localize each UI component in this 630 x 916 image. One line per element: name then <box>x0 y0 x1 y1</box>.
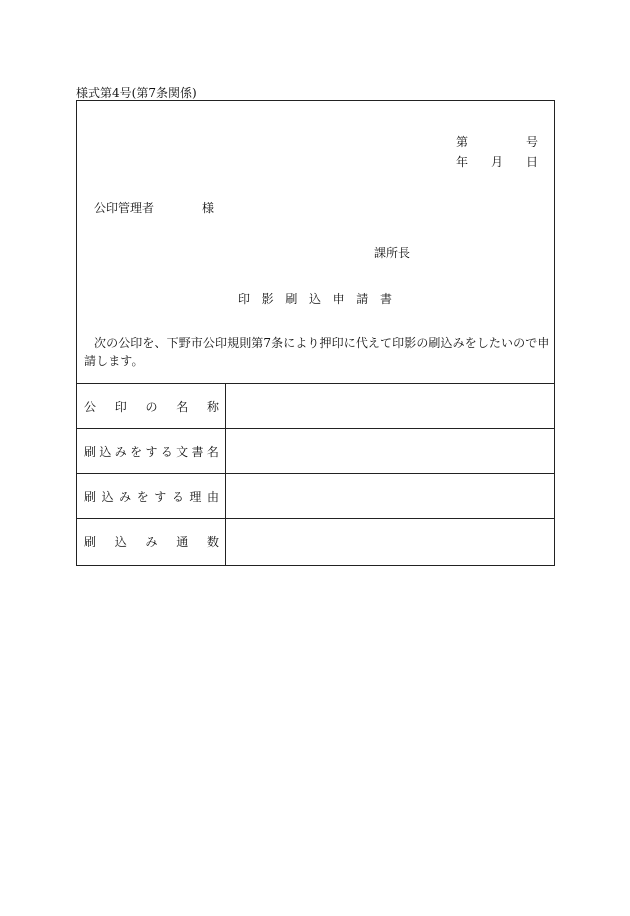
label-char: を <box>130 444 143 459</box>
title-char: 書 <box>379 292 392 306</box>
table-row <box>76 384 555 429</box>
label-char: す <box>145 444 158 459</box>
document-title <box>238 290 392 307</box>
label-char: 理 <box>189 489 202 504</box>
label-char: 名 <box>176 399 189 414</box>
label-char: 文 <box>176 444 189 459</box>
row-label-document-name <box>76 429 226 474</box>
label-char: る <box>160 444 173 459</box>
addressee-name: 公印管理者 <box>94 201 155 215</box>
application-body-text: 次の公印を、下野市公印規則第7条により押印に代えて印影の刷込みをしたいので申請します。 <box>84 336 550 368</box>
dai-label: 第 <box>456 135 469 149</box>
addressee-honorific: 様 <box>202 201 215 215</box>
label-char: 名 <box>206 444 219 459</box>
label-char: 称 <box>206 399 219 414</box>
table-row <box>76 474 555 519</box>
table-row <box>76 519 555 565</box>
copies-field[interactable] <box>226 519 556 565</box>
row-label-copies <box>76 519 226 565</box>
label-char: 由 <box>206 489 219 504</box>
seal-name-field[interactable] <box>226 384 556 429</box>
label-char: み <box>119 489 132 504</box>
title-char: 申 <box>332 292 345 306</box>
month-label: 月 <box>490 155 503 169</box>
reason-field[interactable] <box>226 474 556 519</box>
label-char: 数 <box>206 535 219 550</box>
label-char: る <box>171 489 184 504</box>
document-name-field[interactable] <box>226 429 556 474</box>
application-table <box>76 383 555 565</box>
label-char: の <box>145 399 158 414</box>
label-char: 公 <box>84 399 97 414</box>
label-char: を <box>136 489 149 504</box>
label-char: み <box>145 535 158 550</box>
date-line <box>456 153 538 170</box>
document-number-line <box>456 133 538 150</box>
row-label-seal-name <box>76 384 226 429</box>
label-char: す <box>154 489 167 504</box>
label-char: 込 <box>99 444 112 459</box>
go-label: 号 <box>525 135 538 149</box>
label-char: 印 <box>114 399 127 414</box>
sender-title: 課所長 <box>374 246 411 260</box>
title-char: 影 <box>261 292 274 306</box>
addressee <box>94 199 214 216</box>
title-char: 刷 <box>285 292 298 306</box>
label-char: 込 <box>101 489 114 504</box>
row-label-reason <box>76 474 226 519</box>
label-char: 刷 <box>84 444 97 459</box>
label-char: 書 <box>191 444 204 459</box>
form-number-label: 様式第4号(第7条関係) <box>76 86 197 100</box>
label-char: み <box>114 444 127 459</box>
label-char: 通 <box>176 535 189 550</box>
title-char: 印 <box>238 292 251 306</box>
title-char: 込 <box>308 292 321 306</box>
table-row <box>76 429 555 474</box>
day-label: 日 <box>525 155 538 169</box>
label-char: 込 <box>114 535 127 550</box>
year-label: 年 <box>456 155 469 169</box>
label-char: 刷 <box>84 535 97 550</box>
title-char: 請 <box>356 292 369 306</box>
label-char: 刷 <box>84 489 97 504</box>
